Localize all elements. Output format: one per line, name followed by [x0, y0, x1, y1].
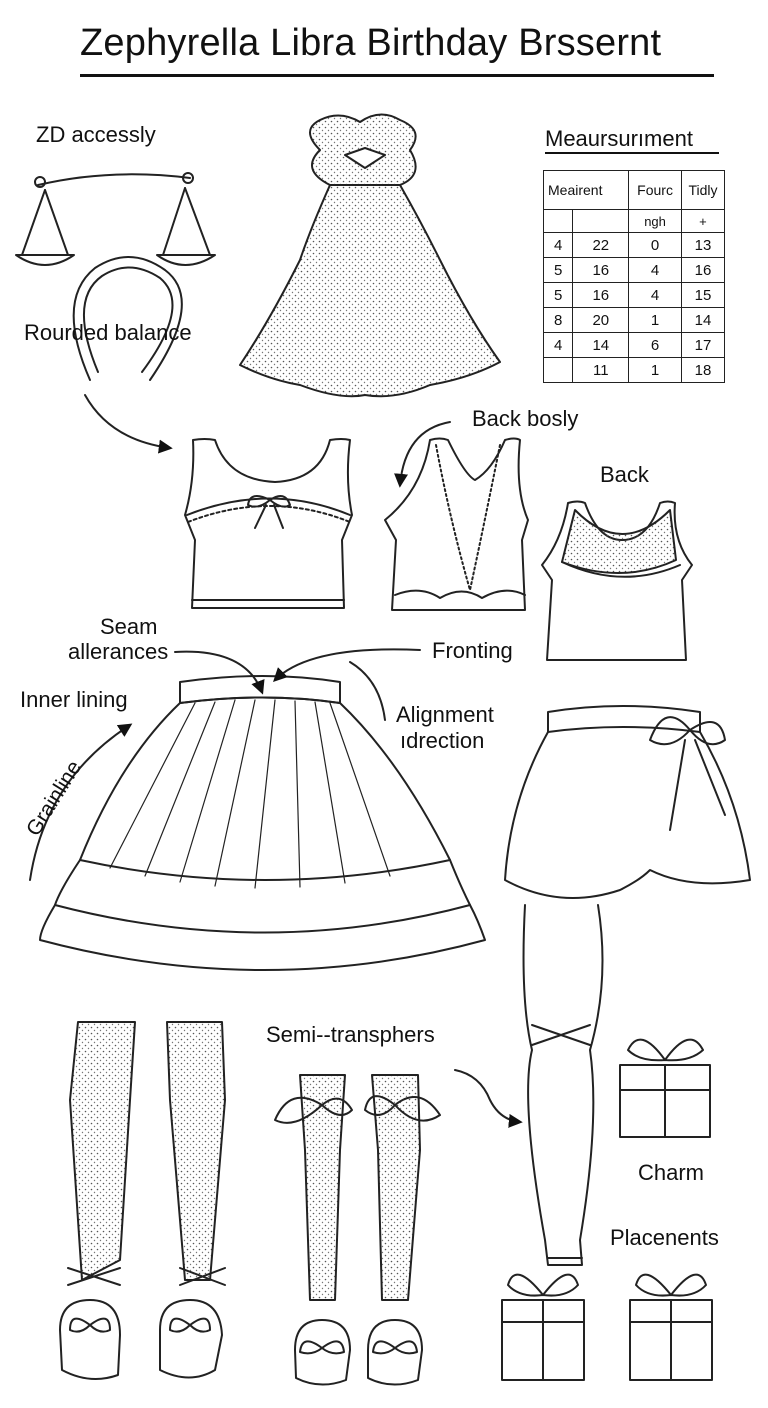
label-fronting: Fronting [432, 638, 513, 663]
label-seam-line2: allerances [68, 639, 169, 664]
table-row [544, 358, 725, 383]
table-cell: 11 [573, 358, 629, 383]
table-cell: 18 [681, 358, 724, 383]
table-cell: 4 [544, 233, 573, 258]
stockings-left-pair [60, 1022, 225, 1379]
table-cell: 13 [681, 233, 724, 258]
label-grainline: Grainline [22, 756, 87, 841]
stockings-center-pair [275, 1075, 440, 1385]
label-zd-accessly: ZD accessly [36, 122, 156, 147]
label-alignment-line1: Alignment [396, 702, 494, 727]
table-cell: 16 [681, 258, 724, 283]
table-header-cell: Tidly [681, 171, 724, 210]
table-header-row [544, 171, 725, 210]
label-inner-lining: Inner lining [20, 687, 128, 712]
measurement-table [543, 170, 725, 383]
label-charm: Charm [638, 1160, 705, 1185]
table-cell: 15 [681, 283, 724, 308]
title-underline [80, 74, 714, 77]
gift-box-left [502, 1275, 584, 1380]
table-header-cell: Meairent [544, 171, 629, 210]
label-seam-line1: Seam [100, 614, 158, 639]
label-placenents: Placenents [610, 1225, 719, 1250]
label-back-bosly: Back bosly [472, 406, 579, 431]
label-back: Back [600, 462, 649, 487]
table-cell: 5 [544, 258, 573, 283]
gift-box-charm [620, 1040, 710, 1137]
table-row [544, 308, 725, 333]
leg-with-ribbon [524, 905, 603, 1265]
table-cell: 14 [573, 333, 629, 358]
table-cell: 17 [681, 333, 724, 358]
label-rourded-balance: Rourded balance [24, 320, 192, 345]
table-row [544, 283, 725, 308]
table-cell: 20 [573, 308, 629, 333]
table-cell [544, 210, 573, 233]
measurement-title-underline [545, 152, 719, 154]
table-cell [573, 210, 629, 233]
label-semi-transphers: Semi--transphers [266, 1022, 435, 1047]
table-cell: 22 [573, 233, 629, 258]
table-cell: 0 [629, 233, 682, 258]
page-title: Zephyrella Libra Birthday Brssernt [80, 22, 662, 64]
front-bodice [185, 439, 352, 608]
table-row [544, 333, 725, 358]
table-cell: 16 [573, 258, 629, 283]
table-cell: 14 [681, 308, 724, 333]
table-cell: 8 [544, 308, 573, 333]
table-cell: ngh [629, 210, 682, 233]
table-subheader-row [544, 210, 725, 233]
table-cell: 4 [629, 283, 682, 308]
table-cell: 6 [629, 333, 682, 358]
table-cell: 1 [629, 358, 682, 383]
table-cell: 4 [544, 333, 573, 358]
table-cell: 1 [629, 308, 682, 333]
measurement-table-title: Meaursurıment [545, 126, 693, 151]
libra-scales-headband [16, 173, 215, 380]
label-alignment-line2: ıdrection [400, 728, 485, 753]
back-bodice [385, 439, 528, 611]
table-cell: 5 [544, 283, 573, 308]
table-cell: 16 [573, 283, 629, 308]
table-header-cell: Fourc [629, 171, 682, 210]
tulle-veil [240, 114, 500, 396]
table-row [544, 258, 725, 283]
table-row [544, 233, 725, 258]
gift-box-right [630, 1275, 712, 1380]
table-cell: 4 [629, 258, 682, 283]
back-bodice-yoke [542, 502, 692, 661]
table-cell [544, 358, 573, 383]
bloomer-shorts [505, 706, 750, 898]
table-cell: + [681, 210, 724, 233]
